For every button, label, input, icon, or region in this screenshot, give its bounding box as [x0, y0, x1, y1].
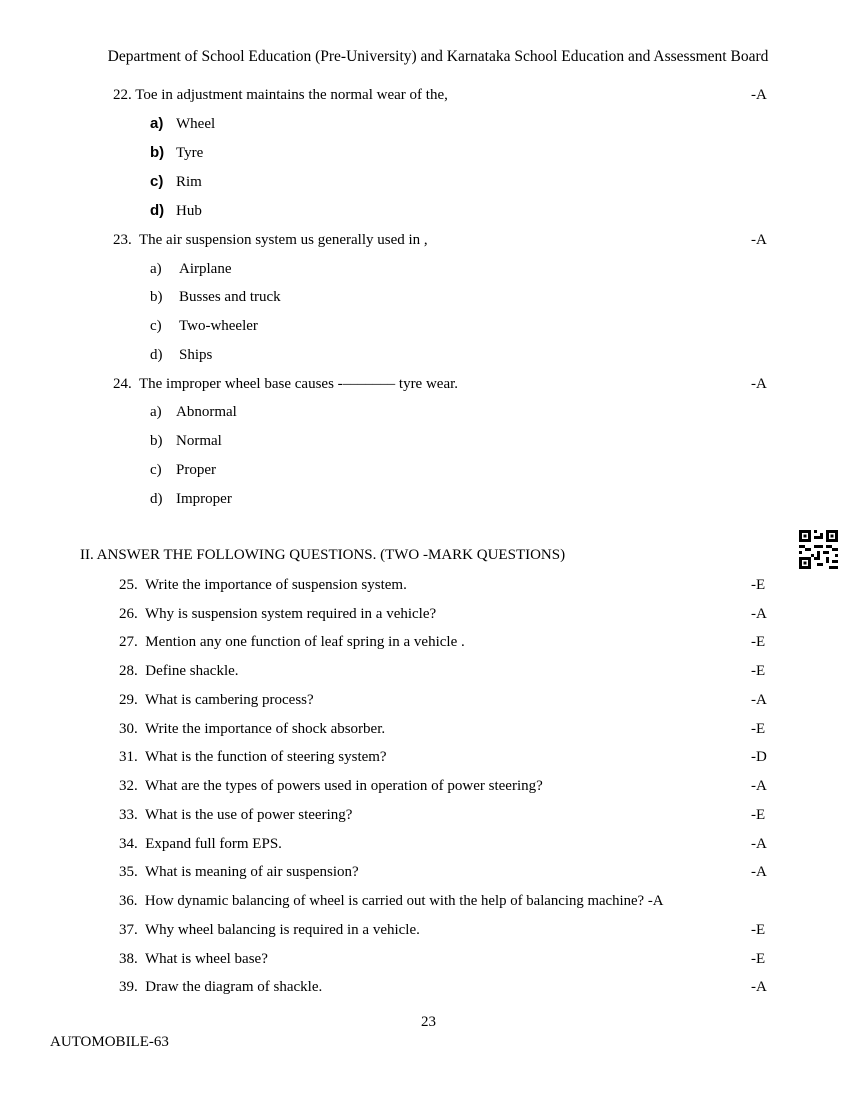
- option-text: Proper: [176, 462, 216, 478]
- question-item: 36. How dynamic balancing of wheel is carried out with the help of balancing machine? -A: [119, 893, 664, 909]
- question-item: 29. What is cambering process?: [119, 692, 314, 708]
- option-text: Airplane: [179, 261, 232, 277]
- page-number: 23: [421, 1014, 436, 1030]
- option-label: a): [150, 404, 162, 420]
- option-label: c): [150, 462, 162, 478]
- option-label: b): [150, 433, 163, 449]
- question-text: 24. The improper wheel base causes -––––––– tyre wear.: [113, 376, 459, 392]
- option-text: Two-wheeler: [179, 318, 258, 334]
- question-item: 33. What is the use of power steering?: [119, 807, 353, 823]
- question-item: 32. What are the types of powers used in operation of power steering?: [119, 778, 543, 794]
- difficulty-level: -E: [751, 663, 766, 679]
- difficulty-level: -D: [751, 749, 767, 765]
- option-text: Hub: [176, 203, 202, 219]
- option-text: Normal: [176, 433, 222, 449]
- question-item: 35. What is meaning of air suspension?: [119, 864, 359, 880]
- option-label: d): [150, 347, 163, 363]
- option-label: a): [150, 115, 164, 132]
- question-item: 27. Mention any one function of leaf spring in a vehicle .: [119, 634, 465, 650]
- question-item: 28. Define shackle.: [119, 663, 239, 679]
- difficulty-level: -A: [751, 606, 767, 622]
- option-label: a): [150, 261, 162, 277]
- section-title: II. ANSWER THE FOLLOWING QUESTIONS. (TWO -MARK QUESTIONS): [80, 547, 566, 563]
- difficulty-level: -E: [751, 577, 766, 593]
- question-item: 38. What is wheel base?: [119, 951, 268, 967]
- difficulty-level: -A: [751, 778, 767, 794]
- question-item: 34. Expand full form EPS.: [119, 836, 282, 852]
- option-text: Improper: [176, 491, 232, 507]
- difficulty-level: -E: [751, 922, 766, 938]
- question-item: 31. What is the function of steering system?: [119, 749, 387, 765]
- difficulty-level: -A: [751, 979, 767, 995]
- difficulty-level: -A: [751, 376, 767, 392]
- question-item: 26. Why is suspension system required in a vehicle?: [119, 606, 437, 622]
- question-text: 22. Toe in adjustment maintains the normal wear of the,: [113, 87, 448, 103]
- difficulty-level: -A: [751, 836, 767, 852]
- difficulty-level: -A: [751, 87, 767, 103]
- option-text: Wheel: [176, 116, 216, 132]
- question-item: 37. Why wheel balancing is required in a vehicle.: [119, 922, 420, 938]
- option-label: c): [150, 318, 162, 334]
- option-label: d): [150, 202, 165, 219]
- difficulty-level: -E: [751, 807, 766, 823]
- question-item: 25. Write the importance of suspension system.: [119, 577, 407, 593]
- qr-code-icon: [799, 530, 838, 569]
- option-text: Busses and truck: [179, 289, 281, 305]
- difficulty-level: -A: [751, 232, 767, 248]
- footer-code: AUTOMOBILE-63: [50, 1034, 169, 1050]
- page-header: Department of School Education (Pre-University) and Karnataka School Education and Assessment Board: [107, 48, 769, 65]
- question-item: 30. Write the importance of shock absorber.: [119, 721, 386, 737]
- option-text: Rim: [176, 174, 202, 190]
- difficulty-level: -A: [751, 864, 767, 880]
- difficulty-level: -A: [751, 692, 767, 708]
- option-text: Tyre: [176, 145, 204, 161]
- question-text: 23. The air suspension system us generally used in ,: [113, 232, 428, 248]
- option-label: d): [150, 491, 163, 507]
- difficulty-level: -E: [751, 721, 766, 737]
- option-text: Abnormal: [176, 404, 237, 420]
- option-label: c): [150, 173, 164, 190]
- difficulty-level: -E: [751, 634, 766, 650]
- option-text: Ships: [179, 347, 213, 363]
- option-label: b): [150, 144, 165, 161]
- difficulty-level: -E: [751, 951, 766, 967]
- option-label: b): [150, 289, 163, 305]
- question-item: 39. Draw the diagram of shackle.: [119, 979, 323, 995]
- difficulty-level: -A: [647, 893, 664, 909]
